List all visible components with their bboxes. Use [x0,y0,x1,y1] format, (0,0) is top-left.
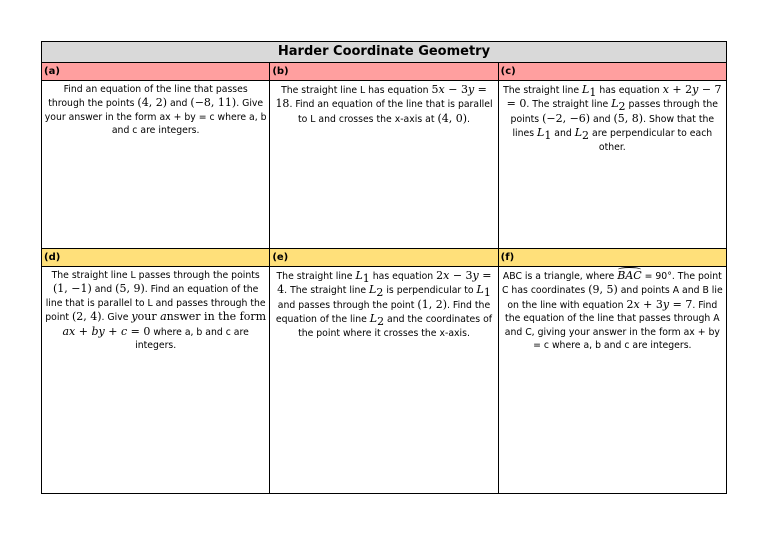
question-b-text: The straight line L has equation 5x − 3y = 18. Find an equation of the line that is parallel to L and crosses the x-axis at (4, 0). [275,83,493,125]
question-d [42,267,270,494]
question-c-text: The straight line $L_1$ has equation x + 2y − 7 = 0. The straight line $L_2$ passes through the points (−2, −6) and (5, 8). Show that the lines $L_1$ and $L_2$ are perpendicular to each other. [503,83,722,153]
question-f-text: ABC is a triangle, where BAC = 90°. The point C has coordinates (9, 5) and points A and B lie on the line with equation 2x + 3y = 7. Find the equation of the line that passes through A and C, giving your answer in the form ax + by = c where a, b and c are integers. [501,269,723,352]
question-f [498,267,726,494]
worksheet-table [41,41,727,494]
question-c [498,81,726,249]
label-d: (d) [42,249,270,267]
label-f: (f) [498,249,726,267]
label-c: (c) [498,63,726,81]
worksheet-title: Harder Coordinate Geometry [42,42,727,63]
label-b: (b) [270,63,498,81]
label-e: (e) [270,249,498,267]
question-b [270,81,498,249]
question-d-text: The straight line L passes through the points (1, −1) and (5, 9). Find an equation of the line that is parallel to L and passes through the point (2, 4). Give your answer in the form ax + by + c = 0 where a, b and c are integers. [45,270,267,352]
question-a [42,81,270,249]
question-e [270,267,498,494]
label-a: (a) [42,63,270,81]
question-a-text: Find an equation of the line that passes through the points (4, 2) and (−8, 11). Give your answer in the form ax + by = c where a, b and c are integers. [44,84,267,137]
question-e-text: The straight line $L_1$ has equation 2x − 3y = 4. The straight line $L_2$ is perpendicular to $L_1$ and passes through the point (1, 2). Find the equation of the line $L_2$ and the coordinates of the point where it crosses the x-axis. [275,269,493,339]
